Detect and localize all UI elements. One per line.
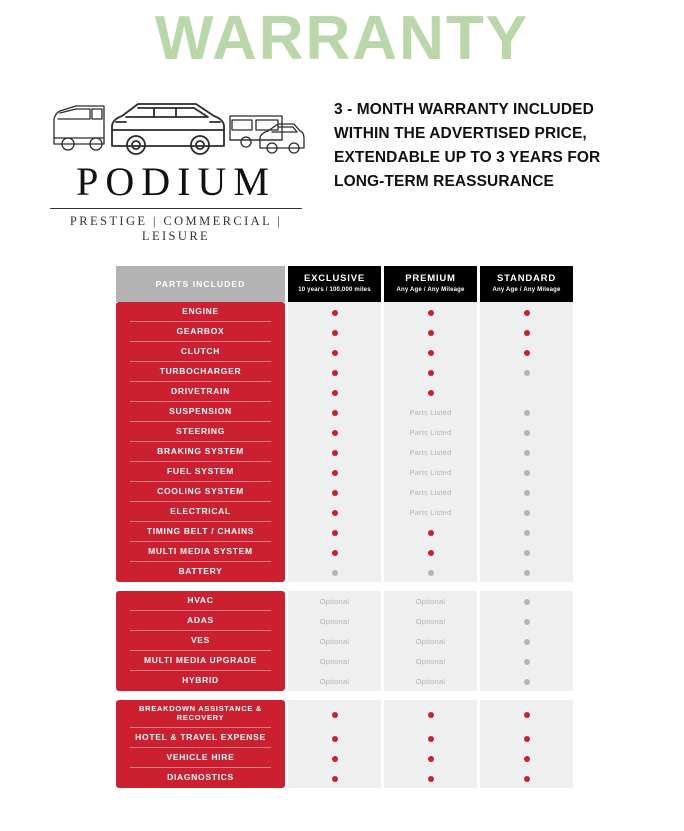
group-spacer-cell (116, 691, 573, 700)
part-label-text: VEHICLE HIRE (166, 752, 235, 763)
coverage-cell (384, 402, 477, 422)
coverage-note: Parts Listed (409, 467, 452, 477)
included-dot-icon (428, 370, 434, 376)
part-label (116, 322, 285, 342)
coverage-note: Optional (415, 676, 446, 686)
table-row (116, 728, 573, 748)
part-label-text: BRAKING SYSTEM (157, 446, 244, 457)
coverage-cell (384, 748, 477, 768)
coverage-cell (480, 611, 573, 631)
coverage-note: Optional (415, 596, 446, 606)
included-dot-icon (332, 390, 338, 396)
plan-header-standard (480, 266, 573, 302)
coverage-note: Parts Listed (409, 487, 452, 497)
coverage-cell (480, 748, 573, 768)
part-label-text: BATTERY (178, 566, 223, 577)
part-label (116, 522, 285, 542)
part-label-text: SUSPENSION (169, 406, 232, 417)
coverage-cell (384, 562, 477, 582)
coverage-note: Optional (415, 616, 446, 626)
coverage-cell (288, 700, 381, 728)
part-label (116, 382, 285, 402)
part-label-text: CLUTCH (180, 346, 221, 357)
included-dot-icon (332, 712, 338, 718)
excluded-dot-icon (524, 470, 530, 476)
coverage-cell (384, 342, 477, 362)
included-dot-icon (332, 370, 338, 376)
coverage-cell (384, 542, 477, 562)
coverage-cell (384, 728, 477, 748)
part-label (116, 362, 285, 382)
part-label (116, 671, 285, 691)
coverage-cell (288, 631, 381, 651)
coverage-cell (288, 522, 381, 542)
included-dot-icon (332, 410, 338, 416)
coverage-cell (288, 362, 381, 382)
coverage-cell (288, 322, 381, 342)
coverage-cell (384, 631, 477, 651)
included-dot-icon (332, 736, 338, 742)
included-dot-icon (332, 330, 338, 336)
part-label (116, 562, 285, 582)
plan-sub-exclusive: 10 years / 100,000 miles (298, 287, 371, 294)
excluded-dot-icon (524, 639, 530, 645)
included-dot-icon (428, 310, 434, 316)
table-row (116, 562, 573, 582)
coverage-cell (288, 728, 381, 748)
part-label (116, 442, 285, 462)
included-dot-icon (524, 756, 530, 762)
coverage-cell (480, 768, 573, 788)
part-label (116, 591, 285, 611)
coverage-cell (288, 382, 381, 402)
coverage-note: Parts Listed (409, 507, 452, 517)
coverage-cell (384, 768, 477, 788)
excluded-dot-icon (428, 570, 434, 576)
excluded-dot-icon (524, 679, 530, 685)
coverage-cell (288, 748, 381, 768)
part-label (116, 302, 285, 322)
vehicles-lineup-icon (46, 86, 306, 158)
coverage-note: Optional (415, 636, 446, 646)
excluded-dot-icon (524, 370, 530, 376)
part-label-text: TURBOCHARGER (159, 366, 242, 377)
table-row (116, 362, 573, 382)
part-label-text: HYBRID (182, 675, 219, 686)
plan-sub-premium: Any Age / Any Mileage (396, 287, 465, 294)
coverage-cell (480, 631, 573, 651)
coverage-cell (288, 562, 381, 582)
coverage-note: Optional (415, 656, 446, 666)
table-row (116, 502, 573, 522)
part-label (116, 542, 285, 562)
table-row (116, 591, 573, 611)
coverage-cell (480, 362, 573, 382)
included-dot-icon (428, 390, 434, 396)
part-label-text: ENGINE (182, 306, 219, 317)
table-row (116, 322, 573, 342)
included-dot-icon (332, 310, 338, 316)
part-label-text: DRIVETRAIN (171, 386, 230, 397)
part-label (116, 651, 285, 671)
table-row (116, 402, 573, 422)
coverage-cell (480, 591, 573, 611)
plan-header-exclusive (288, 266, 381, 302)
plan-header-premium (384, 266, 477, 302)
plan-name-exclusive: EXCLUSIVE (303, 273, 366, 285)
coverage-cell (384, 671, 477, 691)
table-row (116, 611, 573, 631)
part-label (116, 462, 285, 482)
coverage-note: Optional (319, 676, 350, 686)
part-label-text: DIAGNOSTICS (167, 772, 234, 783)
table-row (116, 482, 573, 502)
coverage-cell (384, 591, 477, 611)
coverage-cell (384, 651, 477, 671)
included-dot-icon (428, 550, 434, 556)
warranty-headline: 3 - MONTH WARRANTY INCLUDED WITHIN THE ADVERTISED PRICE, EXTENDABLE UP TO 3 YEARS FOR LONG-TERM REASSURANCE (334, 101, 601, 191)
table-row (116, 462, 573, 482)
coverage-cell (480, 462, 573, 482)
plan-sub-standard: Any Age / Any Mileage (492, 287, 561, 294)
excluded-dot-icon (524, 619, 530, 625)
table-row (116, 302, 573, 322)
part-label (116, 402, 285, 422)
part-label-text: VES (190, 635, 211, 646)
coverage-cell (480, 728, 573, 748)
coverage-cell (480, 502, 573, 522)
excluded-dot-icon (524, 599, 530, 605)
coverage-cell (384, 611, 477, 631)
part-label (116, 748, 285, 768)
group-spacer-cell (116, 582, 573, 591)
coverage-note: Optional (319, 636, 350, 646)
table-row (116, 631, 573, 651)
included-dot-icon (332, 776, 338, 782)
coverage-note: Parts Listed (409, 407, 452, 417)
table-row (116, 442, 573, 462)
included-dot-icon (332, 450, 338, 456)
coverage-cell (480, 322, 573, 342)
coverage-cell (480, 562, 573, 582)
included-dot-icon (524, 330, 530, 336)
table-row (116, 422, 573, 442)
coverage-cell (480, 342, 573, 362)
part-label (116, 768, 285, 788)
included-dot-icon (332, 510, 338, 516)
plan-name-standard: STANDARD (497, 273, 556, 285)
brand-divider (50, 208, 302, 209)
coverage-cell (288, 671, 381, 691)
coverage-note: Optional (319, 656, 350, 666)
coverage-cell (480, 700, 573, 728)
group-spacer (116, 582, 573, 591)
part-label (116, 502, 285, 522)
coverage-cell (480, 482, 573, 502)
included-dot-icon (332, 530, 338, 536)
part-label-text: COOLING SYSTEM (157, 486, 244, 497)
header-band (0, 70, 684, 244)
coverage-cell (480, 442, 573, 462)
table-row (116, 700, 573, 728)
coverage-cell (288, 482, 381, 502)
included-dot-icon (428, 756, 434, 762)
coverage-cell (288, 651, 381, 671)
included-dot-icon (428, 712, 434, 718)
included-dot-icon (332, 430, 338, 436)
excluded-dot-icon (524, 550, 530, 556)
included-dot-icon (332, 550, 338, 556)
part-label-text: MULTI MEDIA SYSTEM (148, 546, 253, 557)
coverage-cell (480, 402, 573, 422)
included-dot-icon (428, 736, 434, 742)
coverage-cell (384, 482, 477, 502)
coverage-cell (288, 591, 381, 611)
part-label-text: MULTI MEDIA UPGRADE (144, 655, 257, 666)
included-dot-icon (428, 350, 434, 356)
coverage-cell (384, 502, 477, 522)
coverage-cell (384, 522, 477, 542)
part-label-text: FUEL SYSTEM (166, 466, 235, 477)
included-dot-icon (332, 490, 338, 496)
included-dot-icon (332, 350, 338, 356)
part-label (116, 611, 285, 631)
brand-block (40, 84, 312, 244)
coverage-cell (384, 700, 477, 728)
page-title: WARRANTY (154, 4, 530, 73)
table-row (116, 542, 573, 562)
coverage-cell (384, 362, 477, 382)
coverage-cell (288, 542, 381, 562)
part-label-text: STEERING (175, 426, 226, 437)
excluded-dot-icon (524, 530, 530, 536)
excluded-dot-icon (524, 450, 530, 456)
coverage-cell (288, 611, 381, 631)
table-row (116, 382, 573, 402)
coverage-cell (288, 302, 381, 322)
coverage-cell (384, 322, 477, 342)
included-dot-icon (428, 776, 434, 782)
included-dot-icon (428, 330, 434, 336)
included-dot-icon (524, 776, 530, 782)
part-label-text: HVAC (187, 595, 214, 606)
matrix-body (116, 302, 573, 788)
part-label-text: BREAKDOWN ASSISTANCE & RECOVERY (139, 704, 262, 722)
brand-tagline: PRESTIGE | COMMERCIAL | LEISURE (69, 214, 283, 243)
excluded-dot-icon (524, 570, 530, 576)
part-label (116, 342, 285, 362)
coverage-cell (384, 302, 477, 322)
part-label-text: GEARBOX (176, 326, 225, 337)
coverage-note: Parts Listed (409, 427, 452, 437)
table-row (116, 651, 573, 671)
brand-name: PODIUM (76, 159, 276, 204)
excluded-dot-icon (524, 410, 530, 416)
part-label-text: ADAS (187, 615, 214, 626)
excluded-dot-icon (524, 490, 530, 496)
excluded-dot-icon (332, 570, 338, 576)
excluded-dot-icon (524, 510, 530, 516)
included-dot-icon (524, 350, 530, 356)
coverage-cell (480, 522, 573, 542)
table-row (116, 748, 573, 768)
coverage-cell (480, 542, 573, 562)
part-label-text: ELECTRICAL (170, 506, 231, 517)
table-row (116, 522, 573, 542)
coverage-cell (384, 442, 477, 462)
coverage-cell (288, 342, 381, 362)
coverage-cell (288, 402, 381, 422)
part-label-text: HOTEL & TRAVEL EXPENSE (135, 732, 266, 743)
coverage-cell (288, 462, 381, 482)
coverage-note: Parts Listed (409, 447, 452, 457)
part-label-text: TIMING BELT / CHAINS (146, 526, 255, 537)
coverage-cell (480, 671, 573, 691)
excluded-dot-icon (524, 430, 530, 436)
included-dot-icon (524, 712, 530, 718)
part-label (116, 700, 285, 728)
matrix-header-row (116, 266, 573, 302)
coverage-cell (288, 442, 381, 462)
included-dot-icon (428, 530, 434, 536)
group-spacer (116, 691, 573, 700)
coverage-note: Optional (319, 596, 350, 606)
coverage-cell (480, 302, 573, 322)
plan-name-premium: PREMIUM (405, 273, 456, 285)
table-row (116, 671, 573, 691)
coverage-cell (384, 382, 477, 402)
coverage-cell (288, 422, 381, 442)
parts-included-header: PARTS INCLUDED (116, 266, 285, 302)
excluded-dot-icon (524, 659, 530, 665)
part-label (116, 482, 285, 502)
included-dot-icon (332, 756, 338, 762)
warranty-matrix (113, 266, 574, 788)
part-label (116, 631, 285, 651)
coverage-note: Optional (319, 616, 350, 626)
coverage-cell (480, 422, 573, 442)
included-dot-icon (524, 310, 530, 316)
included-dot-icon (332, 470, 338, 476)
coverage-cell (384, 422, 477, 442)
coverage-cell (384, 462, 477, 482)
table-row (116, 342, 573, 362)
coverage-cell (288, 768, 381, 788)
part-label (116, 422, 285, 442)
coverage-cell (480, 382, 573, 402)
part-label (116, 728, 285, 748)
table-row (116, 768, 573, 788)
coverage-cell (480, 651, 573, 671)
included-dot-icon (524, 736, 530, 742)
coverage-cell (288, 502, 381, 522)
